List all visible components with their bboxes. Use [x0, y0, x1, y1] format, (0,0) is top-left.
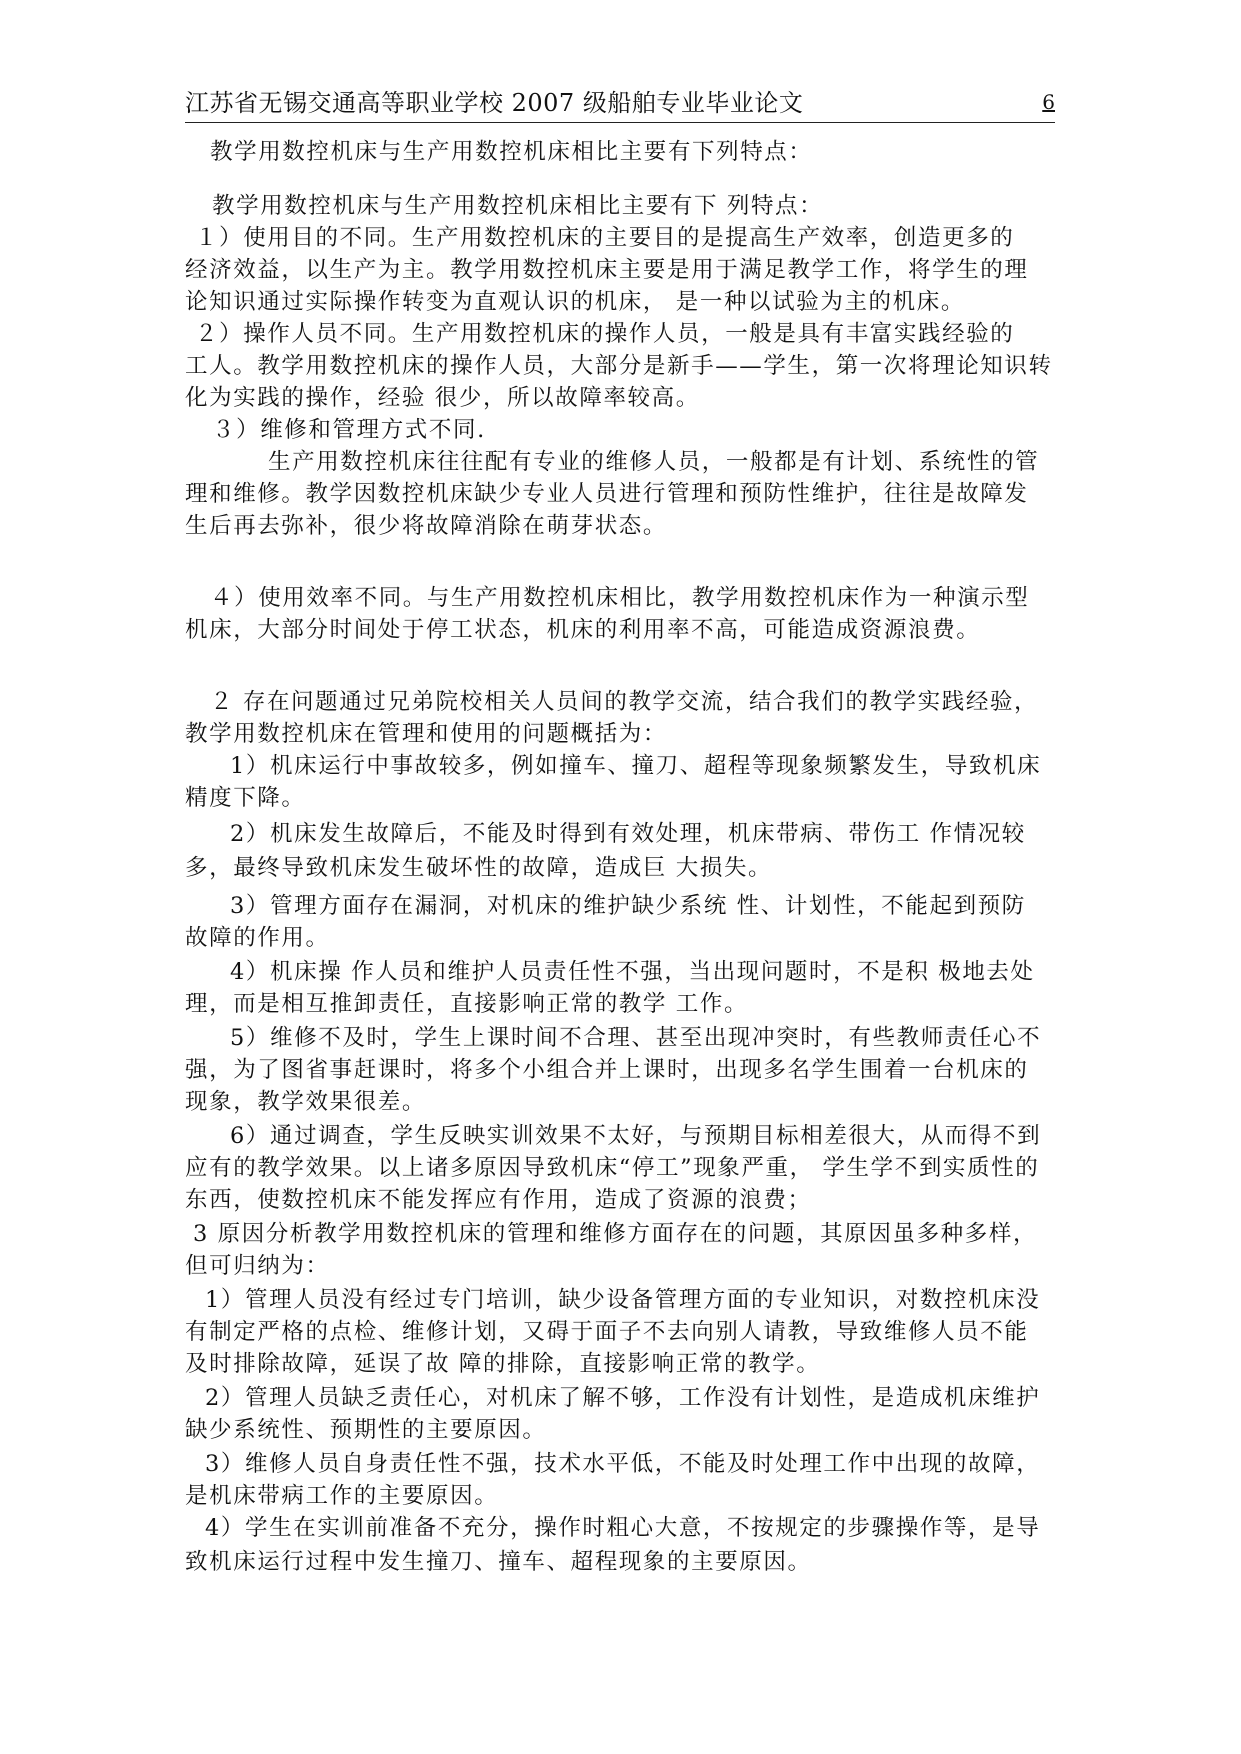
text-line: 经济效益，以生产为主。教学用数控机床主要是用于满足教学工作，将学生的理: [185, 257, 1029, 283]
text-line: 缺少系统性、预期性的主要原因。: [185, 1417, 547, 1443]
text-line: 5）维修不及时，学生上课时间不合理、甚至出现冲突时，有些教师责任心不: [230, 1025, 1042, 1051]
text-line: 工人。教学用数控机床的操作人员，大部分是新手——学生，第一次将理论知识转: [185, 353, 1053, 379]
text-line: 生后再去弥补，很少将故障消除在萌芽状态。: [185, 513, 668, 539]
text-line: 机床，大部分时间处于停工状态，机床的利用率不高，可能造成资源浪费。: [185, 617, 981, 643]
text-line: 东西，使数控机床不能发挥应有作用，造成了资源的浪费；: [185, 1187, 812, 1213]
text-line: 1）机床运行中事故较多，例如撞车、撞刀、超程等现象频繁发生，导致机床: [230, 753, 1042, 779]
text-line: 2）管理人员缺乏责任心，对机床了解不够，工作没有计划性，是造成机床维护: [205, 1385, 1041, 1411]
text-line: 3）维修人员自身责任性不强，技术水平低，不能及时处理工作中出现的故障，: [205, 1451, 1041, 1477]
text-line: ３）维修和管理方式不同.: [212, 417, 486, 443]
text-line: ２）操作人员不同。生产用数控机床的操作人员，一般是具有丰富实践经验的: [195, 321, 1015, 347]
text-line: 4）学生在实训前准备不充分，操作时粗心大意，不按规定的步骤操作等，是导: [205, 1515, 1041, 1541]
page-number: 6: [1042, 90, 1055, 114]
text-line: 现象，教学效果很差。: [185, 1089, 427, 1115]
text-line: 是机床带病工作的主要原因。: [185, 1483, 499, 1509]
text-line: 3 原因分析教学用数控机床的管理和维修方面存在的问题，其原因虽多种多样，: [193, 1221, 1038, 1247]
header-title: 江苏省无锡交通高等职业学校 2007 级船舶专业毕业论文: [185, 89, 804, 117]
text-line: 及时排除故障，延误了故 障的排除，直接影响正常的教学。: [185, 1351, 821, 1377]
text-line: ４）使用效率不同。与生产用数控机床相比，教学用数控机床作为一种演示型: [210, 585, 1030, 611]
text-line: 教学用数控机床与生产用数控机床相比主要有下列特点：: [210, 139, 813, 165]
text-line: 教学用数控机床与生产用数控机床相比主要有下 列特点：: [212, 193, 824, 219]
text-line: 有制定严格的点检、维修计划，又碍于面子不去向别人请教，导致维修人员不能: [185, 1319, 1029, 1345]
text-line: 理和维修。教学因数控机床缺少专业人员进行管理和预防性维护，往往是故障发: [185, 481, 1029, 507]
text-line: 多，最终导致机床发生破坏性的故障，造成巨 大损失。: [185, 855, 773, 881]
text-line: ２ 存在问题通过兄弟院校相关人员间的教学交流，结合我们的教学实践经验，: [210, 689, 1039, 715]
text-line: 但可归纳为：: [185, 1253, 330, 1279]
text-line: 4）机床操 作人员和维护人员责任性不强，当出现问题时，不是积 极地去处: [230, 959, 1035, 985]
page-header: [185, 82, 1055, 123]
text-line: 6）通过调查，学生反映实训效果不太好，与预期目标相差很大，从而得不到: [230, 1123, 1042, 1149]
text-line: １）使用目的不同。生产用数控机床的主要目的是提高生产效率，创造更多的: [195, 225, 1015, 251]
text-line: 致机床运行过程中发生撞刀、撞车、超程现象的主要原因。: [185, 1549, 812, 1575]
text-line: 故障的作用。: [185, 925, 330, 951]
text-line: 理，而是相互推卸责任，直接影响正常的教学 工作。: [185, 991, 749, 1017]
text-line: 3）管理方面存在漏洞，对机床的维护缺少系统 性、计划性，不能起到预防: [230, 893, 1026, 919]
text-line: 应有的教学效果。以上诸多原因导致机床“停工”现象严重， 学生学不到实质性的: [185, 1155, 1040, 1181]
text-line: 强，为了图省事赶课时，将多个小组合并上课时，出现多名学生围着一台机床的: [185, 1057, 1029, 1083]
text-line: 化为实践的操作，经验 很少，所以故障率较高。: [185, 385, 700, 411]
text-line: 精度下降。: [185, 785, 306, 811]
text-line: 1）管理人员没有经过专门培训，缺少设备管理方面的专业知识，对数控机床没: [205, 1287, 1041, 1313]
text-line: 教学用数控机床在管理和使用的问题概括为：: [185, 721, 668, 747]
text-line: 论知识通过实际操作转变为直观认识的机床， 是一种以试验为主的机床。: [185, 289, 965, 315]
text-line: 2）机床发生故障后，不能及时得到有效处理，机床带病、带伤工 作情况较: [230, 821, 1026, 847]
text-line: 生产用数控机床往往配有专业的维修人员，一般都是有计划、系统性的管: [268, 449, 1040, 475]
